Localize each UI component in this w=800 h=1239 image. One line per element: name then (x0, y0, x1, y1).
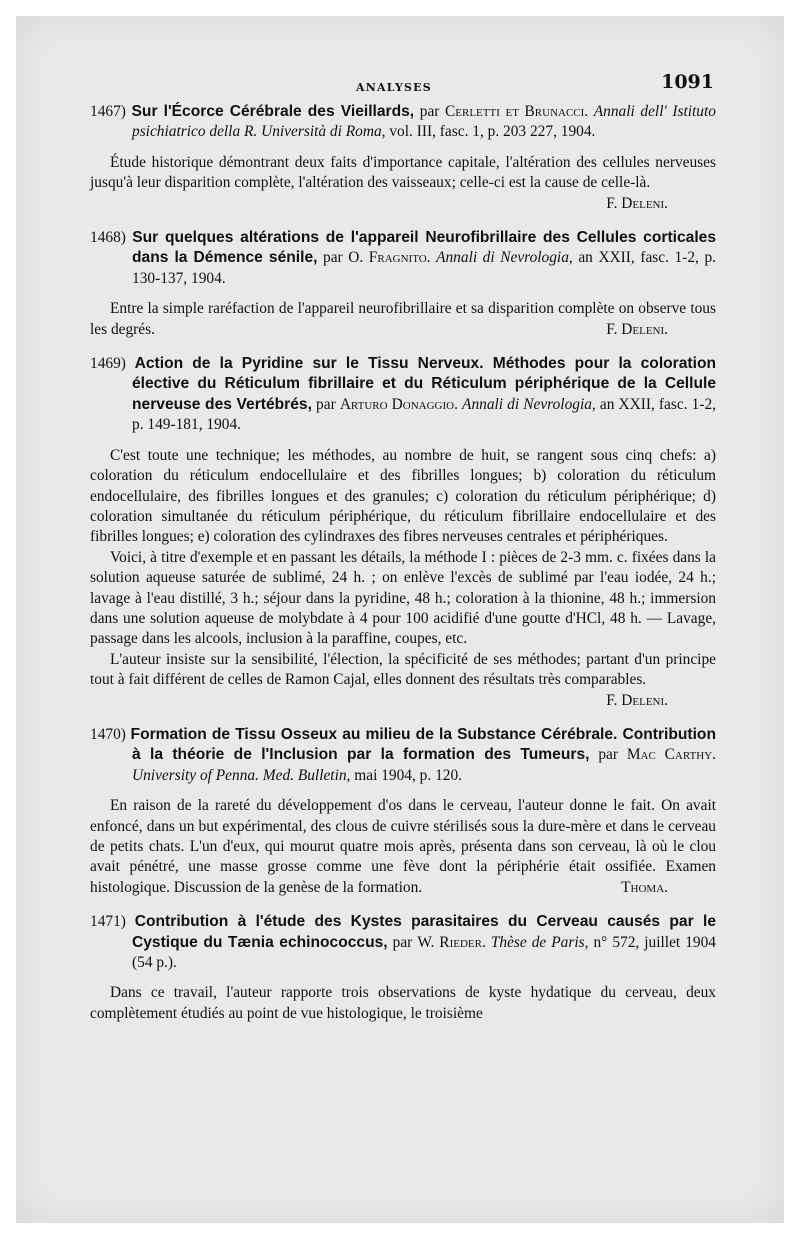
entry-heading (90, 912, 716, 973)
abstract-entry-1467 (90, 102, 716, 214)
entry-signature: F. Deleni. (606, 691, 668, 709)
entry-by: par (598, 746, 618, 764)
entry-body-paragraph: C'est toute une technique; les méthodes, au nombre de huit, se rangent sous cinq chefs: a) coloration du réticulum endocellulaire et des fibrilles longues; b) coloration du réticulum endocellulaire, des fibrilles longues et des granules; c) coloration du réticulum périphérique; d) coloration simultanée du réticulum périphérique, du réticulum fibrillaire endocellulaire et des fibrilles longues; e) coloration des cylindraxes des fibres nerveuses centrales et périphériques. (90, 446, 716, 546)
entry-body-paragraph: L'auteur insiste sur la sensibilité, l'élection, la spécificité de ses méthodes; partant d'un principe tout à fait différent de celles de Ramon Cajal, elles donnent des résultats très comparables. F. Deleni. (90, 650, 716, 691)
entry-details: an XXII, fasc. 1-2, p. 130-137, 1904. (132, 249, 717, 287)
entry-by: par (419, 103, 440, 120)
entry-authors: W. Rieder. (417, 933, 486, 951)
entry-title: Formation de Tissu Osseux au milieu de la Substance Cérébrale. Contribution à la théorie de l'Inclusion par la formation des Tumeurs, (130, 725, 716, 764)
page-number: 1091 (661, 71, 714, 93)
entry-source: Thèse de Paris, (490, 933, 589, 951)
entry-body: En raison de la rareté du développement d'os dans le cerveau, l'auteur donne le fait. On avait enfoncé, dans un but expérimental, des clous de cuivre stérilisés sous la dure-mère et dans le cerveau de petits chats. L'un d'eux, qui mourut quatre mois après, présenta dans son cerveau, là où le clou avait pénétré, une masse grosse comme une fève dont la périphérie était ossifiée. Examen histologique. Discussion de la genèse de la formation. Thoma. (90, 796, 716, 898)
entry-number: 1471) (90, 913, 126, 931)
entry-signature: F. Deleni. (606, 194, 668, 212)
entry-source: University of Penna. Med. Bulletin, (132, 766, 351, 784)
entry-authors: O. Fragnito. (348, 249, 431, 267)
entry-title: Sur quelques altérations de l'appareil Neurofibrillaire des Cellules corticales dans la Démence sénile, (132, 229, 716, 267)
abstract-entry-1469 (90, 354, 716, 711)
entry-title: Contribution à l'étude des Kystes parasitaires du Cerveau causés par le Cystique du Tænia echinococcus, (132, 913, 716, 951)
entry-heading (90, 354, 716, 436)
entry-title: Action de la Pyridine sur le Tissu Nerveux. Méthodes pour la coloration élective du Réticulum fibrillaire et du Réticulum périphérique de la Cellule nerveuse des Vertébrés, (132, 355, 716, 413)
entry-authors: Arturo Donaggio. (339, 395, 458, 413)
section-title: ANALYSES (356, 81, 432, 94)
entry-source: Annali di Nevrologia, (436, 249, 573, 267)
abstract-entry-1470 (90, 725, 716, 898)
entry-by: par (316, 395, 336, 413)
entry-heading (90, 102, 716, 143)
entry-by: par (392, 933, 413, 951)
entry-authors: Mac Carthy. (626, 746, 716, 764)
abstract-entry-1471 (90, 912, 716, 1024)
entry-number: 1467) (90, 103, 126, 120)
entry-details: mai 1904, p. 120. (354, 766, 463, 784)
entry-number: 1469) (90, 355, 126, 373)
entry-authors: Cerletti et Brunacci. (445, 103, 589, 120)
entry-number: 1470) (90, 725, 126, 743)
entry-body: Étude historique démontrant deux faits d'importance capitale, l'altération des cellules nerveuses jusqu'à leur disparition complète, l'altération des vaisseaux; celle-ci est la cause de celle-là. F. Deleni. (90, 153, 716, 194)
entry-body: Dans ce travail, l'auteur rapporte trois observations de kyste hydatique du cerveau, deux complètement étudiés au point de vue histologique, le troisième (90, 984, 716, 1022)
entry-source: Annali dell' Istituto psichiatrico della R. Università di Roma, (132, 103, 716, 141)
entry-source: Annali di Nevrologia, (462, 395, 596, 413)
entry-signature: F. Deleni. (606, 320, 668, 338)
entry-heading (90, 228, 716, 289)
page-content (90, 72, 716, 1024)
entry-details: vol. III, fasc. 1, p. 203 227, 1904. (389, 123, 596, 141)
entry-details: an XXII, fasc. 1-2, p. 149-181, 1904. (132, 395, 717, 434)
scanned-page (16, 16, 784, 1223)
entry-heading (90, 725, 716, 786)
entry-number: 1468) (90, 229, 126, 247)
entry-body: Entre la simple raréfaction de l'appareil neurofibrillaire et sa disparition complète on observe tous les degrés. F. Deleni. (90, 299, 716, 340)
entry-body-paragraph: Voici, à titre d'exemple et en passant les détails, la méthode I : pièces de 2-3 mm. c. fixées dans la solution aqueuse saturée de sublimé, 24 h. ; on enlève l'excès de sublimé par l'eau iodée, 24 h.; lavage à l'eau distillé, 3 h.; séjour dans la pyridine, 48 h.; coloration à la thionine, 48 h.; immersion dans une solution aqueuse de molybdate à 4 pour 100 acidifié d'une goutte d'HCl, 48 h. — Lavage, passage dans les alcools, inclusion à la paraffine, coupes, etc. (90, 548, 716, 648)
abstract-entry-1468 (90, 228, 716, 340)
entry-signature: Thoma. (621, 878, 668, 896)
entry-by: par (323, 249, 343, 267)
running-header (90, 72, 716, 100)
entry-title: Sur l'Écorce Cérébrale des Vieillards, (131, 103, 415, 120)
entry-details: n° 572, juillet 1904 (54 p.). (132, 933, 716, 972)
